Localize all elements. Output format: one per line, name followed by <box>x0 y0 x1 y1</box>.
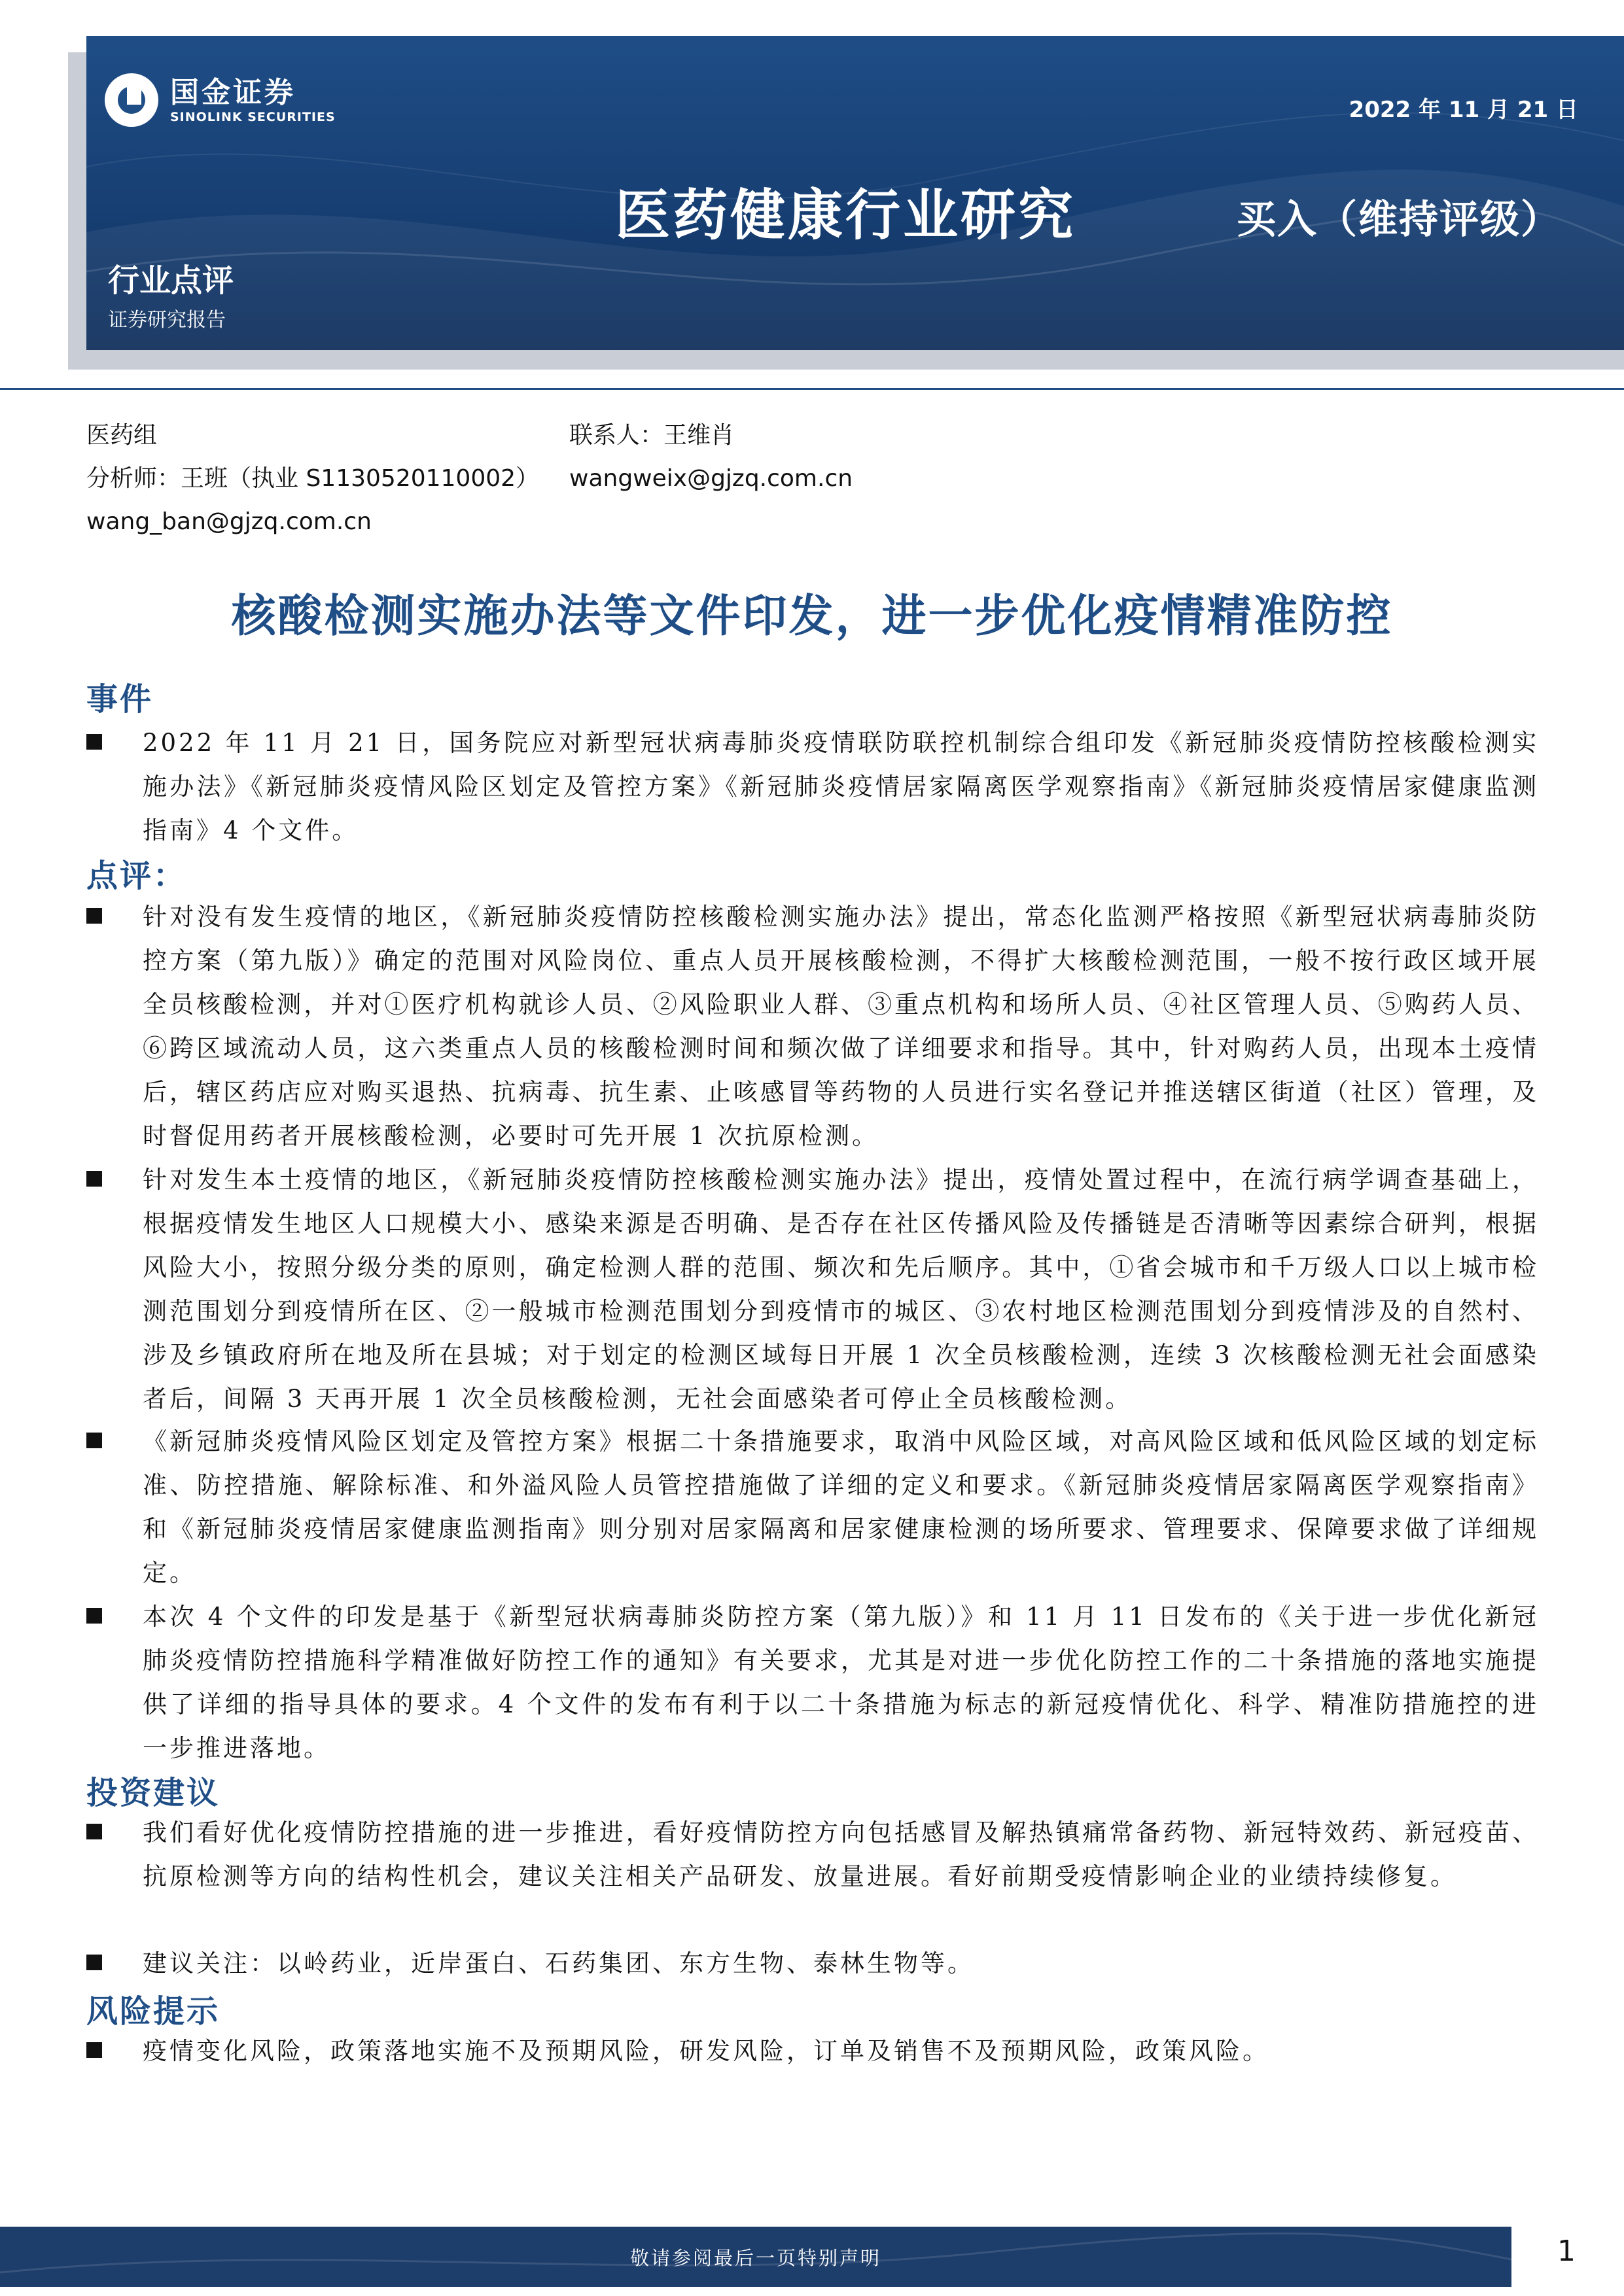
bullet-text: 疫情变化风险，政策落地实施不及预期风险，研发风险，订单及销售不及预期风险，政策风险。 <box>143 2037 1269 2065</box>
section-heading-comment: 点评： <box>86 858 187 894</box>
comment-bullet <box>86 1595 1539 1770</box>
page-number: 1 <box>1557 2235 1576 2268</box>
sinolink-logo-icon <box>105 73 158 127</box>
bullet-square-icon <box>86 734 102 750</box>
section-heading-invest: 投资建议 <box>86 1775 221 1811</box>
logo-english-name: SINOLINK SECURITIES <box>170 110 336 124</box>
report-title: 核酸检测实施办法等文件印发，进一步优化疫情精准防控 <box>231 591 1393 642</box>
footer-disclaimer-note: 敬请参阅最后一页特别声明 <box>629 2247 881 2269</box>
risk-bullet <box>86 2029 1539 2073</box>
bullet-square-icon <box>86 2042 102 2058</box>
bullet-text: 针对发生本土疫情的地区，《新冠肺炎疫情防控核酸检测实施办法》提出，疫情处置过程中，在流行病学调查基础上，根据疫情发生地区人口规模大小、感染来源是否明确、是否存在社区传播风险及传播链是否清晰等因素综合研判，根据风险大小，按照分级分类的原则，确定检测人群的范围、频次和先后顺序。其中，①省会城市和千万级人口以上城市检测范围划分到疫情所在区、②一般城市检测范围划分到疫情市的城区、③农村地区检测范围划分到疫情涉及的自然村、涉及乡镇政府所在地及所在县城；对于划定的检测区域每日开展 1 次全员核酸检测，连续 3 次核酸检测无社会面感染者后，间隔 3 天再开展 1 次全员核酸检测，无社会面感染者可停止全员核酸检测。 <box>143 1166 1539 1413</box>
bullet-text: 建议关注：以岭药业，近岸蛋白、石药集团、东方生物、泰林生物等。 <box>143 1949 974 1977</box>
bullet-square-icon <box>86 1171 102 1187</box>
bullet-text: 针对没有发生疫情的地区，《新冠肺炎疫情防控核酸检测实施办法》提出，常态化监测严格按照《新型冠状病毒肺炎防控方案（第九版）》确定的范围对风险岗位、重点人员开展核酸检测，不得扩大核酸检测范围，一般不按行政区域开展全员核酸检测，并对①医疗机构就诊人员、②风险职业人群、③重点机构和场所人员、④社区管理人员、⑤购药人员、⑥跨区域流动人员，这六类重点人员的核酸检测时间和频次做了详细要求和指导。其中，针对购药人员，出现本土疫情后，辖区药店应对购买退热、抗病毒、抗生素、止咳感冒等药物的人员进行实名登记并推送辖区街道（社区）管理，及时督促用药者开展核酸检测，必要时可先开展 1 次抗原检测。 <box>143 903 1539 1150</box>
bullet-text: 本次 4 个文件的印发是基于《新型冠状病毒肺炎防控方案（第九版）》和 11 月 11 日发布的《关于进一步优化新冠肺炎疫情防控措施科学精准做好防控工作的通知》有关要求，尤其是对进一步优化防控工作的二十条措施的落地实施提供了详细的指导具体的要求。4 个文件的发布有利于以二十条措施为标志的新冠疫情优化、科学、精准防措施控的进一步推进落地。 <box>143 1603 1539 1762</box>
analyst-name: 分析师：王班（执业 S1130520110002） <box>86 465 540 492</box>
report-date: 2022 年 11 月 21 日 <box>1349 97 1578 123</box>
contact-name: 联系人：王维肖 <box>569 422 735 449</box>
header-divider <box>0 388 1624 390</box>
industry-title: 医药健康行业研究 <box>615 183 1076 247</box>
contact-email[interactable]: wangweix@gjzq.com.cn <box>569 465 853 492</box>
section-heading-risk: 风险提示 <box>86 1993 221 2030</box>
bullet-text: 2022 年 11 月 21 日，国务院应对新型冠状病毒肺炎疫情联防联控机制综合组印发《新冠肺炎疫情防控核酸检测实施办法》《新冠肺炎疫情风险区划定及管控方案》《新冠肺炎疫情居家隔离医学观察指南》《新冠肺炎疫情居家健康监测指南》4 个文件。 <box>143 729 1539 844</box>
comment-bullet <box>86 895 1539 1158</box>
report-type: 行业点评 <box>108 262 234 299</box>
bullet-square-icon <box>86 1955 102 1970</box>
report-subtype: 证券研究报告 <box>108 309 226 332</box>
rating-badge: 买入（维持评级） <box>1237 197 1561 243</box>
section-heading-event: 事件 <box>86 681 154 718</box>
bullet-square-icon <box>86 908 102 924</box>
bullet-square-icon <box>86 1433 102 1448</box>
analyst-email[interactable]: wang_ban@gjzq.com.cn <box>86 508 372 535</box>
bullet-square-icon <box>86 1608 102 1624</box>
logo-chinese-name: 国金证券 <box>170 76 296 109</box>
comment-bullet <box>86 1419 1539 1595</box>
bullet-text: 我们看好优化疫情防控措施的进一步推进，看好疫情防控方向包括感冒及解热镇痛常备药物、新冠特效药、新冠疫苗、抗原检测等方向的结构性机会，建议关注相关产品研发、放量进展。看好前期受疫情影响企业的业绩持续修复。 <box>143 1818 1539 1890</box>
analyst-group: 医药组 <box>86 422 158 449</box>
bullet-text: 《新冠肺炎疫情风险区划定及管控方案》根据二十条措施要求，取消中风险区域，对高风险区域和低风险区域的划定标准、防控措施、解除标准、和外溢风险人员管控措施做了详细的定义和要求。《新冠肺炎疫情居家隔离医学观察指南》和《新冠肺炎疫情居家健康监测指南》则分别对居家隔离和居家健康检测的场所要求、管理要求、保障要求做了详细规定。 <box>143 1427 1539 1587</box>
invest-bullet <box>86 1941 1539 1985</box>
bullet-square-icon <box>86 1824 102 1839</box>
invest-bullet <box>86 1811 1539 1898</box>
event-bullet <box>86 721 1539 852</box>
comment-bullet <box>86 1158 1539 1421</box>
sinolink-logo <box>105 73 336 127</box>
